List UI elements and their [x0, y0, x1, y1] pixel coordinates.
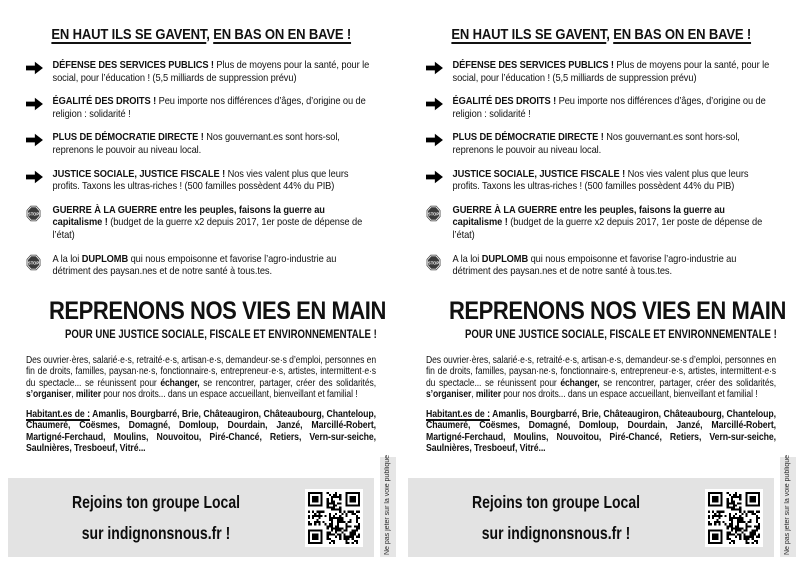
- bullet-war-on-war: [426, 204, 776, 242]
- stop-sign-icon: [426, 254, 444, 271]
- headline-part-1: EN HAUT ILS SE GAVENT: [51, 26, 207, 43]
- bullet-list: [26, 59, 376, 278]
- join-banner: [8, 478, 374, 557]
- headline: [26, 26, 376, 43]
- arrow-right-icon: [26, 96, 44, 112]
- bullet-text: GUERRE À LA GUERRE entre les peuples, faisons la guerre au capitalisme ! (budget de la guerre x2 depuis 2017, 1er poste de dépense de l’état): [52, 203, 363, 241]
- arrow-right-icon: [426, 96, 444, 112]
- stop-sign-icon: [26, 205, 44, 222]
- bullet-public-services: [426, 59, 776, 84]
- arrow-right-icon: [26, 169, 44, 185]
- disposal-notice: Ne pas jeter sur la voie publique: [384, 454, 391, 555]
- residents-list: [426, 409, 776, 455]
- headline-part-2: EN BAS ON EN BAVE !: [212, 26, 351, 43]
- arrow-right-icon: [26, 132, 44, 148]
- bullet-text: GUERRE À LA GUERRE entre les peuples, faisons la guerre au capitalisme ! (budget de la guerre x2 depuis 2017, 1er poste de dépense de l’état): [452, 203, 763, 241]
- stop-sign-icon: [426, 205, 444, 222]
- banner-text: [8, 487, 305, 547]
- svg-text:STOP: STOP: [27, 259, 40, 266]
- bullet-text: JUSTICE SOCIALE, JUSTICE FISCALE ! Nos vies valent plus que leurs profits. Taxons les ultras-riches ! (500 familles possèdent 44% du PIB): [52, 167, 349, 193]
- flyer-content: [0, 0, 400, 455]
- svg-text:STOP: STOP: [27, 210, 40, 217]
- bullet-duplomb-law: [26, 253, 376, 278]
- residents-label: Habitant.es de :: [26, 408, 90, 420]
- svg-text:STOP: STOP: [427, 210, 440, 217]
- flyer-copy-2: [400, 0, 800, 566]
- banner-text: [408, 487, 705, 547]
- main-title: REPRENONS NOS VIES EN MAIN: [48, 296, 386, 325]
- bullet-list: [426, 59, 776, 278]
- bullet-text: A la loi DUPLOMB qui nous empoisonne et favorise l’agro-industrie au détriment des paysan.nes et de notre santé à tous.tes.: [52, 252, 337, 278]
- flyer-content: [400, 0, 800, 455]
- join-banner: [408, 478, 774, 557]
- banner-line-2: sur indignonsnous.fr !: [482, 522, 631, 543]
- bullet-text: JUSTICE SOCIALE, JUSTICE FISCALE ! Nos vies valent plus que leurs profits. Taxons les ultras-riches ! (500 familles possèdent 44% du PIB): [452, 167, 749, 193]
- bullet-direct-democracy: [426, 131, 776, 156]
- bullet-text: PLUS DE DÉMOCRATIE DIRECTE ! Nos gouvernant.es sont hors-sol, reprenons le pouvoir au niveau local.: [52, 131, 340, 156]
- headline-part-2: EN BAS ON EN BAVE !: [612, 26, 751, 43]
- arrow-right-icon: [426, 169, 444, 185]
- bullet-text: DÉFENSE DES SERVICES PUBLICS ! Plus de moyens pour la santé, pour le social, pour l’éducation ! (5,5 milliards de suppression prévu): [452, 59, 770, 84]
- qr-code: [705, 489, 763, 547]
- bullet-equal-rights: [426, 95, 776, 120]
- bullet-text: ÉGALITÉ DES DROITS ! Peu importe nos différences d’âges, d’origine ou de religion : solidarité !: [452, 95, 766, 120]
- bullet-duplomb-law: [426, 253, 776, 278]
- headline: [426, 26, 776, 43]
- headline-separator: ,: [606, 26, 613, 43]
- banner-line-2: sur indignonsnous.fr !: [82, 522, 231, 543]
- arrow-right-icon: [426, 132, 444, 148]
- svg-text:STOP: STOP: [427, 259, 440, 266]
- residents-label: Habitant.es de :: [426, 408, 490, 420]
- residents-list: [26, 409, 376, 455]
- disposal-notice: Ne pas jeter sur la voie publique: [784, 454, 791, 555]
- bullet-fiscal-justice: [426, 168, 776, 193]
- arrow-right-icon: [26, 60, 44, 76]
- bullet-text: DÉFENSE DES SERVICES PUBLICS ! Plus de moyens pour la santé, pour le social, pour l’éducation ! (5,5 milliards de suppression prévu): [52, 59, 370, 84]
- bullet-text: PLUS DE DÉMOCRATIE DIRECTE ! Nos gouvernant.es sont hors-sol, reprenons le pouvoir au niveau local.: [452, 131, 740, 156]
- arrow-right-icon: [426, 60, 444, 76]
- headline-part-1: EN HAUT ILS SE GAVENT: [451, 26, 607, 43]
- bullet-direct-democracy: [26, 131, 376, 156]
- bullet-text: ÉGALITÉ DES DROITS ! Peu importe nos différences d’âges, d’origine ou de religion : solidarité !: [52, 95, 366, 120]
- bullet-text: A la loi DUPLOMB qui nous empoisonne et favorise l’agro-industrie au détriment des paysan.nes et de notre santé à tous.tes.: [452, 252, 737, 278]
- bullet-public-services: [26, 59, 376, 84]
- stop-sign-icon: [26, 254, 44, 271]
- banner-line-1: Rejoins ton groupe Local: [472, 492, 641, 513]
- banner-line-1: Rejoins ton groupe Local: [72, 492, 241, 513]
- main-title: REPRENONS NOS VIES EN MAIN: [448, 296, 786, 325]
- headline-separator: ,: [206, 26, 213, 43]
- subtitle: POUR UNE JUSTICE SOCIALE, FISCALE ET ENVIRONNEMENTALE !: [64, 326, 377, 341]
- description-paragraph: Des ouvrier·ères, salarié·e·s, retraité·e·s, artisan·e·s, demandeur·se·s d’emploi, personnes en fin de droits, familles, paysan·ne·s, fonctionnaire·s, entrepreneur·e·s, artistes, intermittent·e·s du spectacle... se réunissent pour échanger, se rencontrer, partager, créer des solidarités, s’organiser, militer pour nos droits... dans un espace accueillant, bienveillant et familial !: [26, 354, 377, 401]
- description-paragraph: Des ouvrier·ères, salarié·e·s, retraité·e·s, artisan·e·s, demandeur·se·s d’emploi, personnes en fin de droits, familles, paysan·ne·s, fonctionnaire·s, entrepreneur·e·s, artistes, intermittent·e·s du spectacle... se réunissent pour échanger, se rencontrer, partager, créer des solidarités, s’organiser, militer pour nos droits... dans un espace accueillant, bienveillant et familial !: [426, 354, 777, 401]
- residents-cities: Amanlis, Bourgbarré, Brie, Châteaugiron, Châteaubourg, Chanteloup, Chaumeré, Coësmes, Domagné, Domloup, Dourdain, Janzé, Marcillé-Robert, Martigné-Ferchaud, Moulins, Nouvoitou, Piré-Chancé, Retiers, Vern-sur-seiche, Saulnières, Tresboeuf, Vitré...: [26, 408, 377, 455]
- residents-cities: Amanlis, Bourgbarré, Brie, Châteaugiron, Châteaubourg, Chanteloup, Chaumeré, Coësmes, Domagné, Domloup, Dourdain, Janzé, Marcillé-Robert, Martigné-Ferchaud, Moulins, Nouvoitou, Piré-Chancé, Retiers, Vern-sur-seiche, Saulnières, Tresboeuf, Vitré...: [426, 408, 777, 455]
- bullet-fiscal-justice: [26, 168, 376, 193]
- bullet-war-on-war: [26, 204, 376, 242]
- qr-code: [305, 489, 363, 547]
- subtitle: POUR UNE JUSTICE SOCIALE, FISCALE ET ENVIRONNEMENTALE !: [464, 326, 777, 341]
- bullet-equal-rights: [26, 95, 376, 120]
